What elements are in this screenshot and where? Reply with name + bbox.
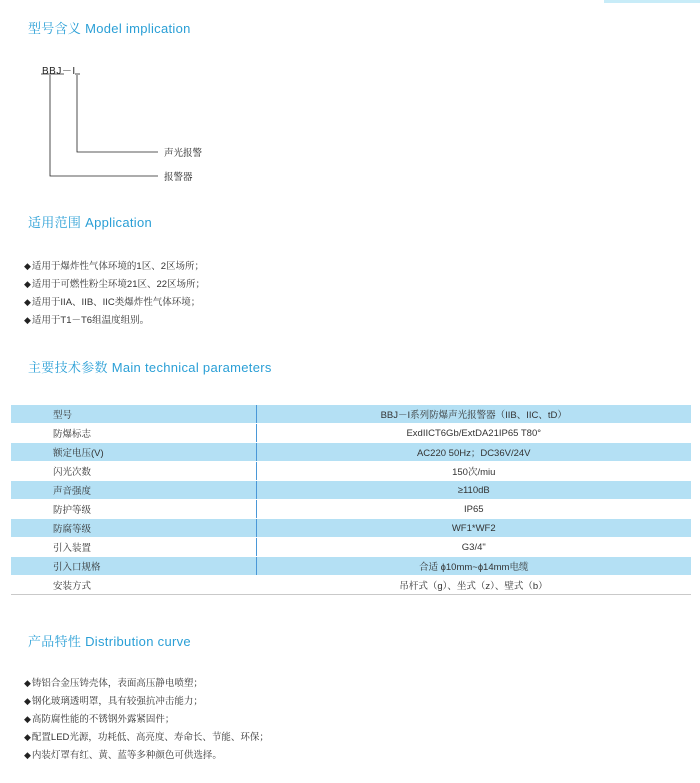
diamond-bullet-icon: ◆ xyxy=(24,315,31,325)
param-value: IP65 xyxy=(256,500,691,519)
param-value: ExdIICT6Gb/ExtDA21IP65 T80° xyxy=(256,424,691,443)
application-list xyxy=(24,257,205,329)
list-item: ◆适用于可燃性粉尘环境21区、22区场所； xyxy=(24,275,205,293)
diamond-bullet-icon: ◆ xyxy=(24,696,31,706)
param-key: 型号 xyxy=(11,405,256,424)
param-key: 防腐等级 xyxy=(11,519,256,538)
table-row xyxy=(11,500,691,519)
diamond-bullet-icon: ◆ xyxy=(24,279,31,289)
table-row xyxy=(11,538,691,557)
diamond-bullet-icon: ◆ xyxy=(24,297,31,307)
param-key: 引入装置 xyxy=(11,538,256,557)
parameters-table xyxy=(11,405,691,595)
list-item: ◆适用于爆炸性气体环境的1区、2区场所； xyxy=(24,257,205,275)
param-value: 150次/miu xyxy=(256,462,691,481)
table-row xyxy=(11,519,691,538)
list-item: ◆高防腐性能的不锈钢外露紧固件； xyxy=(24,710,269,728)
list-item: ◆配置LED光源，功耗低、高亮度、寿命长、节能、环保； xyxy=(24,728,269,746)
param-value: BBJ－I系列防爆声光报警器（IIB、IIC、tD） xyxy=(256,405,691,424)
list-item: ◆铸铝合金压铸壳体，表面高压静电喷塑； xyxy=(24,674,269,692)
application-title: 适用范围 Application xyxy=(28,215,153,230)
model-implication-title: 型号含义 Model implication xyxy=(28,21,191,36)
table-row xyxy=(11,481,691,500)
param-value: ≥110dB xyxy=(256,481,691,500)
table-row xyxy=(11,462,691,481)
features-title: 产品特性 Distribution curve xyxy=(28,634,191,649)
leader-line-sound-light xyxy=(77,75,158,152)
diamond-bullet-icon: ◆ xyxy=(24,261,31,271)
list-item: ◆适用于T1－T6组温度组别。 xyxy=(24,311,205,329)
table-row xyxy=(11,424,691,443)
features-list xyxy=(24,674,269,764)
model-code: BBJ－I xyxy=(42,66,76,77)
callout-sound-light-alarm: 声光报警 xyxy=(164,148,203,159)
param-value: 合适 ɸ10mm~ɸ14mm电缆 xyxy=(256,557,691,576)
table-row xyxy=(11,443,691,462)
param-key: 防爆标志 xyxy=(11,424,256,443)
param-value: WF1*WF2 xyxy=(256,519,691,538)
callout-alarm: 报警器 xyxy=(164,172,193,183)
param-key: 额定电压(V) xyxy=(11,443,256,462)
param-value: 吊杆式（g）、坐式（z）、壁式（b） xyxy=(256,576,691,595)
list-item: ◆适用于IIA、IIB、IIC类爆炸性气体环境； xyxy=(24,293,205,311)
leader-line-alarm xyxy=(50,75,158,176)
parameters-title: 主要技术参数 Main technical parameters xyxy=(28,360,272,375)
diamond-bullet-icon: ◆ xyxy=(24,678,31,688)
diamond-bullet-icon: ◆ xyxy=(24,750,31,760)
table-row xyxy=(11,557,691,576)
param-key: 闪光次数 xyxy=(11,462,256,481)
table-row xyxy=(11,405,691,424)
table-row xyxy=(11,576,691,595)
param-key: 引入口规格 xyxy=(11,557,256,576)
diamond-bullet-icon: ◆ xyxy=(24,732,31,742)
model-diagram-lines xyxy=(0,0,700,200)
param-value: G3/4" xyxy=(256,538,691,557)
param-key: 声音强度 xyxy=(11,481,256,500)
param-key: 安装方式 xyxy=(11,576,256,595)
diamond-bullet-icon: ◆ xyxy=(24,714,31,724)
list-item: ◆钢化玻璃透明罩，具有较强抗冲击能力； xyxy=(24,692,269,710)
param-key: 防护等级 xyxy=(11,500,256,519)
param-value: AC220 50Hz；DC36V/24V xyxy=(256,443,691,462)
list-item: ◆内装灯罩有红、黄、蓝等多种颜色可供选择。 xyxy=(24,746,269,764)
